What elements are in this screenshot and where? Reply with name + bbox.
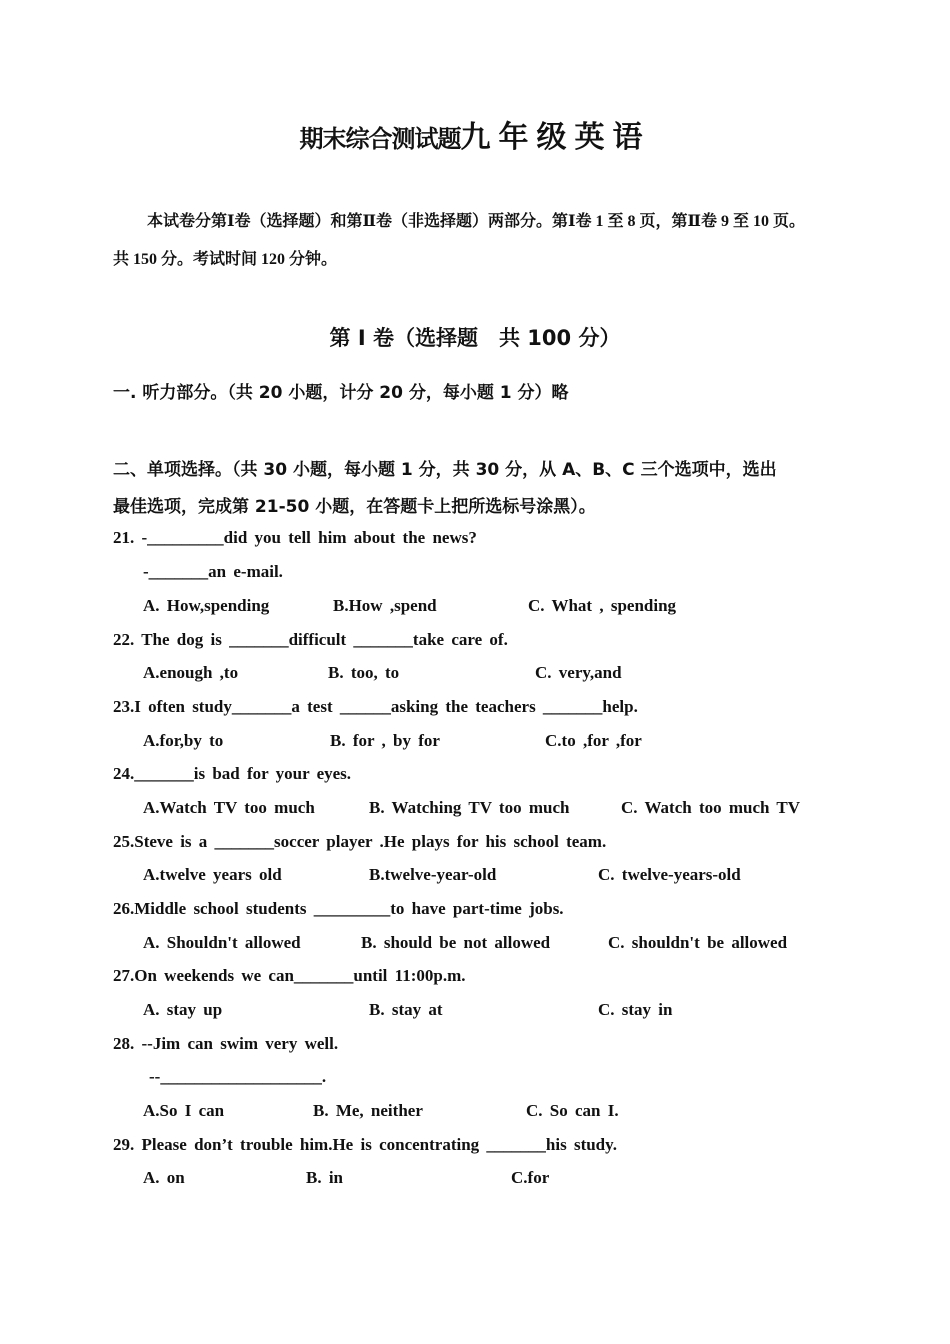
question-26-option-b: B. should be not allowed — [361, 933, 551, 952]
question-26-option-c: C. shouldn't be allowed — [608, 933, 788, 952]
question-21-option-b: B.How ,spend — [333, 596, 437, 615]
question-23-option-b: B. for , by for — [330, 731, 440, 750]
question-21-option-a: A. How,spending — [143, 596, 270, 615]
question-25-option-b: B.twelve-year-old — [369, 865, 497, 884]
question-22-stem: 22. The dog is _______difficult _______take care of. — [113, 630, 508, 649]
question-21-stem: 21. -_________did you tell him about the news? — [113, 528, 477, 547]
question-23-option-a: A.for,by to — [143, 731, 224, 750]
question-25-option-a: A.twelve years old — [143, 865, 282, 884]
question-25-stem: 25.Steve is a _______soccer player .He plays for his school team. — [113, 832, 607, 851]
question-24-option-c: C. Watch too much TV — [621, 798, 801, 817]
question-26-stem: 26.Middle school students _________to have part-time jobs. — [113, 899, 564, 918]
question-22-option-b: B. too, to — [328, 663, 400, 682]
question-24-option-b: B. Watching TV too much — [369, 798, 570, 817]
question-28-reply: --___________________. — [149, 1067, 327, 1086]
question-27-option-a: A. stay up — [143, 1000, 223, 1019]
question-21-reply: -_______an e-mail. — [143, 562, 283, 581]
question-29-option-c: C.for — [511, 1168, 550, 1187]
question-21-option-c: C. What , spending — [528, 596, 677, 615]
exam-title — [0, 112, 950, 156]
question-23-stem: 23.I often study_______a test ______asking the teachers _______help. — [113, 697, 638, 716]
question-22-option-a: A.enough ,to — [143, 663, 239, 682]
question-24-stem: 24._______is bad for your eyes. — [113, 764, 352, 783]
question-25-option-c: C. twelve-years-old — [598, 865, 741, 884]
question-29-option-a: A. on — [143, 1168, 185, 1187]
exam-title-part1: 期末综合测试题 — [299, 127, 461, 153]
question-28-stem: 28. --Jim can swim very well. — [113, 1034, 339, 1053]
intro-line-1: 本试卷分第Ⅰ卷（选择题）和第Ⅱ卷（非选择题）两部分。第Ⅰ卷 1 至 8 页，第Ⅱ卷 9 至 10 页。 — [147, 213, 805, 230]
part1-heading: 一. 听力部分。（共 20 小题，计分 20 分，每小题 1 分）略 — [113, 383, 569, 403]
part2-heading-line-1: 二、单项选择。（共 30 小题，每小题 1 分，共 30 分，从 A、B、C 三个选项中，选出 — [113, 460, 777, 480]
question-29-option-b: B. in — [306, 1168, 344, 1187]
question-29-stem: 29. Please don’t trouble him.He is concentrating _______his study. — [113, 1135, 617, 1154]
intro-line-2: 共 150 分。考试时间 120 分钟。 — [113, 251, 338, 268]
exam-title-part2: 九年级英语 — [460, 121, 651, 154]
question-28-option-b: B. Me, neither — [313, 1101, 423, 1120]
section-title: 第 Ⅰ 卷（选择题 共 100 分） — [329, 326, 621, 350]
question-22-option-c: C. very,and — [535, 663, 622, 682]
question-27-option-b: B. stay at — [369, 1000, 443, 1019]
question-26-option-a: A. Shouldn't allowed — [143, 933, 301, 952]
question-23-option-c: C.to ,for ,for — [545, 731, 642, 750]
question-24-option-a: A.Watch TV too much — [143, 798, 315, 817]
question-27-stem: 27.On weekends we can_______until 11:00p.m. — [113, 966, 466, 985]
question-28-option-c: C. So can I. — [526, 1101, 619, 1120]
question-27-option-c: C. stay in — [598, 1000, 673, 1019]
part2-heading-line-2: 最佳选项，完成第 21-50 小题，在答题卡上把所选标号涂黑）。 — [113, 497, 596, 517]
question-28-option-a: A.So I can — [143, 1101, 225, 1120]
